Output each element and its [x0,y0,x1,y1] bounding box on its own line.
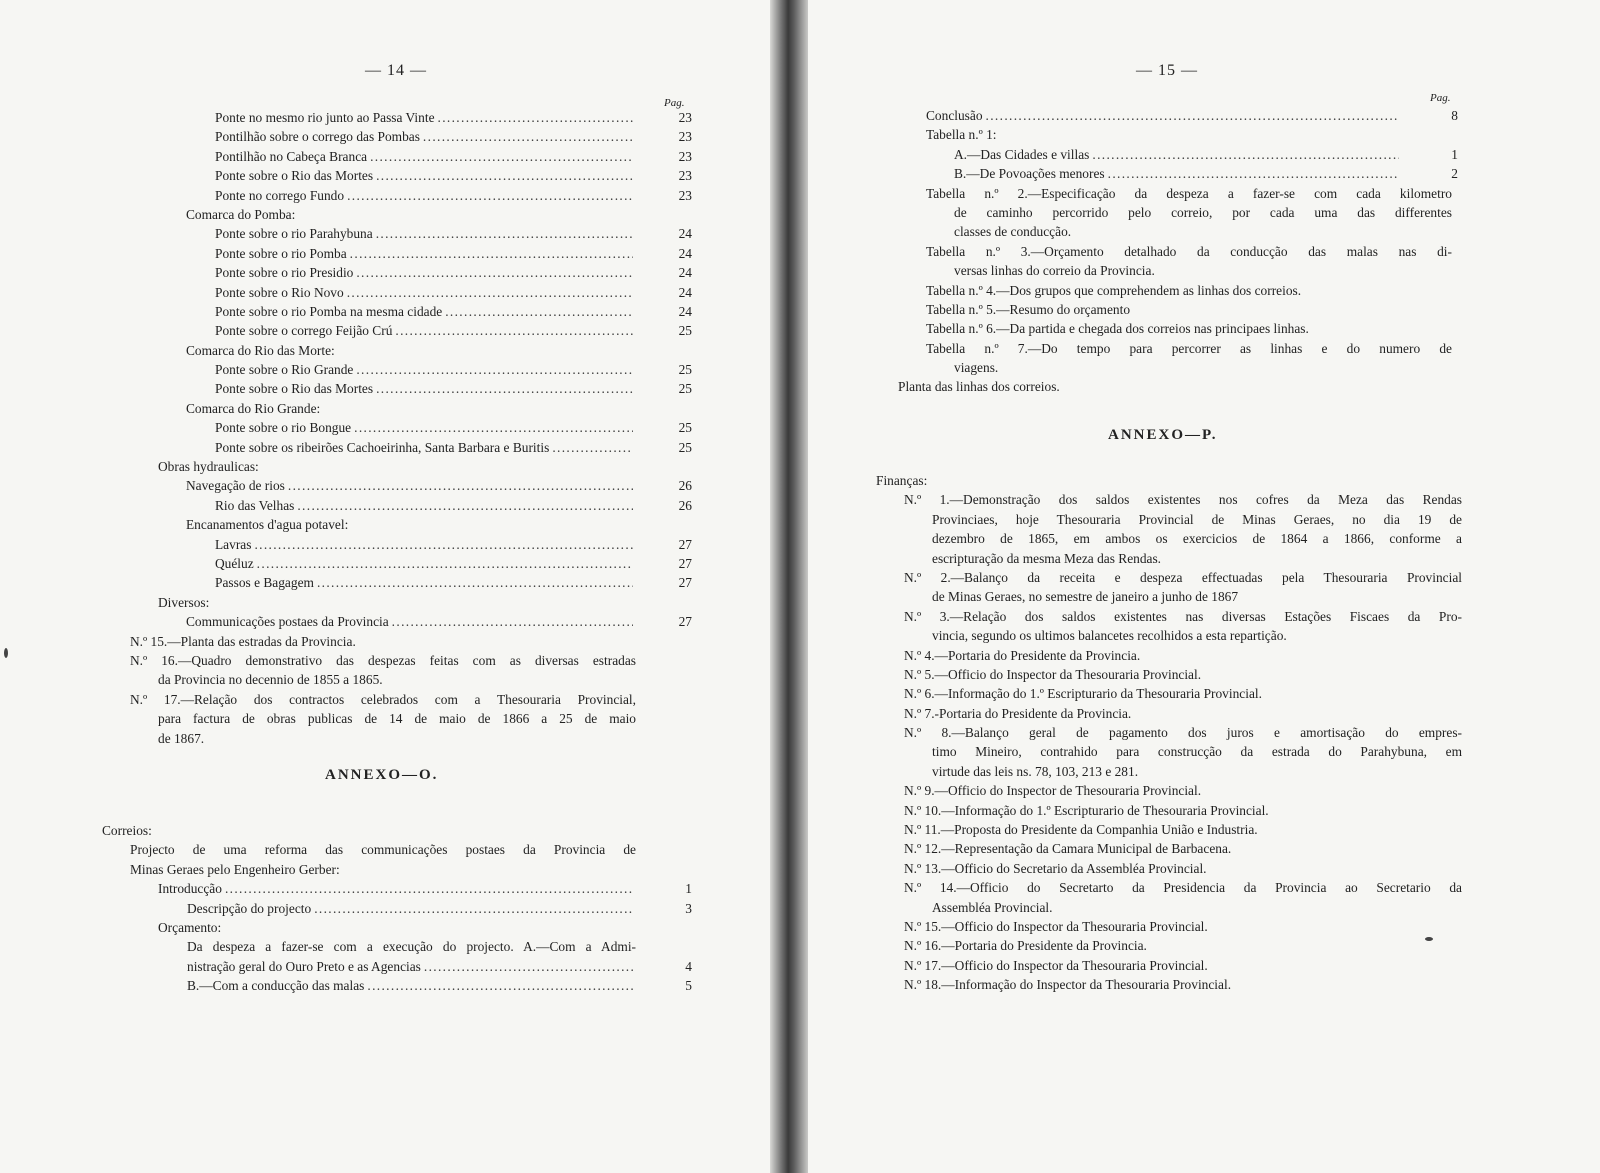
toc-entry [130,690,692,709]
toc-entry [130,476,692,495]
toc-entry [898,281,1458,300]
dot-leader [225,879,633,898]
entry-title: Ponte sobre o rio Bongue [215,420,352,436]
entry-title: N.º 1.—Demonstração dos saldos existentes nos cofres da Meza das Rendas [904,492,1462,508]
entry-page-number: 23 [678,148,692,164]
toc-entry [876,704,1468,723]
entry-page-number: 1 [1451,146,1458,162]
entry-page-number: 24 [678,245,692,261]
entry-title: Projecto de uma reforma das communicações postaes da Provincia de [130,842,636,858]
toc-entry [130,593,692,612]
entry-title: para factura de obras publicas de 14 de maio de 1866 a 25 de maio [158,711,636,727]
toc-entry [130,438,692,457]
dot-leader [288,476,633,495]
dot-leader [317,573,633,592]
annex-heading: ANNEXO—P. [1108,427,1218,443]
entry-page-number: 23 [678,129,692,145]
toc-entry [876,510,1468,529]
entry-title: Ponte no mesmo rio junto ao Passa Vinte [215,110,435,125]
toc-entry [898,203,1458,222]
toc-entry [102,937,692,956]
entry-page-number: 25 [678,381,692,397]
entry-page-number: 26 [678,478,692,494]
toc-entry [130,108,692,127]
pag-column-label: Pag. [664,97,685,109]
dot-leader [376,224,633,243]
entry-title: N.º 12.—Representação da Camara Municipal de Barbacena. [904,841,1232,857]
entry-page-number: 4 [685,958,692,974]
toc-entry [102,899,692,918]
entry-title: Comarca do Rio Grande: [186,400,321,416]
toc-entry [876,975,1468,994]
right-page [808,0,1600,1173]
entry-title: Ponte sobre o Rio das Mortes [215,168,374,184]
dot-leader [347,283,633,302]
dot-leader [354,418,633,437]
entry-title: Tabella n.º 2.—Especificação da despeza a fazer-se com cada kilometro [926,185,1452,201]
entry-title: Obras hydraulicas: [158,459,259,475]
entry-title: virtude das leis ns. 78, 103, 213 e 281. [932,763,1139,779]
toc-entry [876,898,1468,917]
toc-entry [130,457,692,476]
entry-title: N.º 3.—Relação dos saldos existentes nas diversas Estações Fiscaes da Pro- [904,608,1462,624]
toc-entry [102,918,692,937]
toc-entry [876,936,1468,955]
entry-page-number: 26 [678,497,692,513]
entry-title: da Provincia no decennio de 1855 a 1865. [158,672,383,688]
entry-page-number: 25 [678,439,692,455]
entry-page-number: 27 [678,575,692,591]
entry-page-number: 5 [685,978,692,994]
entry-title: Tabella n.º 7.—Do tempo para percorrer as linhas e do numero de [926,340,1452,356]
entry-page-number: 25 [678,323,692,339]
toc-entry [130,186,692,205]
entry-page-number: 27 [678,536,692,552]
dot-leader [356,360,633,379]
toc-entry [130,302,692,321]
ink-speck [1425,937,1433,941]
page-number: — 15 — [1136,62,1198,79]
toc-entry [130,573,692,592]
entry-title: N.º 15.—Officio do Inspector da Thesouraria Provincial. [904,918,1208,934]
entry-title: Ponte sobre o rio Presidio [215,265,354,281]
toc-entry [876,878,1468,897]
entry-title: N.º 2.—Balanço da receita e despeza effectuadas pela Thesouraria Provincial [904,569,1462,585]
entry-title: Introducção [158,881,222,897]
toc-entry [876,956,1468,975]
entry-page-number: 23 [678,110,692,125]
entry-title: Diversos: [158,594,210,610]
toc-entry [102,976,692,995]
toc-entry [898,184,1458,203]
entry-title: timo Mineiro, contrahido para construcção da estrada do Parahybuna, em [932,744,1462,760]
toc-entry [130,670,692,689]
entry-title: N.º 17.—Officio do Inspector da Thesouraria Provincial. [904,957,1208,973]
toc-entry [876,742,1468,761]
entry-title: Quéluz [215,555,254,571]
entry-title: Tabella n.º 6.—Da partida e chegada dos correios nas principaes linhas. [926,321,1309,337]
toc-entry [876,859,1468,878]
dot-leader [370,147,633,166]
entry-title: N.º 9.—Officio do Inspector de Thesouraria Provincial. [904,783,1202,799]
entry-title: Tabella n.º 1: [926,127,997,143]
toc-list [130,108,692,748]
entry-title: de Minas Geraes, no semestre de janeiro a junho de 1867 [932,589,1239,605]
annex-toc-list [876,471,1468,995]
entry-title: N.º 14.—Officio do Secretarto da Presidencia da Provincia ao Secretario da [904,880,1462,896]
entry-title: N.º 13.—Officio do Secretario da Assembléa Provincial. [904,860,1207,876]
entry-title: Tabella n.º 5.—Resumo do orçamento [926,301,1131,317]
dot-leader [395,321,633,340]
entry-title: Ponte sobre o rio Pomba na mesma cidade [215,303,443,319]
toc-entry [130,496,692,515]
entry-title: Lavras [215,536,252,552]
toc-entry [130,166,692,185]
entry-title: N.º 16.—Quadro demonstrativo das despezas feitas com as diversas estradas [130,652,636,668]
dot-leader [297,496,633,515]
entry-page-number: 3 [685,900,692,916]
toc-entry [898,319,1458,338]
dot-leader [1108,164,1399,183]
entry-title: N.º 15.—Planta das estradas da Provincia. [130,633,356,649]
dot-leader [367,976,633,995]
dot-leader [314,899,633,918]
toc-entry [898,377,1458,396]
dot-leader [254,535,633,554]
dot-leader [423,127,633,146]
toc-entry [898,125,1458,144]
entry-title: Ponte sobre o Rio das Mortes [215,381,374,397]
entry-page-number: 24 [678,265,692,281]
toc-entry [876,626,1468,645]
entry-title: Correios: [102,823,152,838]
toc-entry [898,358,1458,377]
entry-title: Pontilhão no Cabeça Branca [215,148,368,164]
entry-title: Conclusão [926,108,983,123]
entry-title: Passos e Bagagem [215,575,314,591]
toc-entry [130,147,692,166]
entry-title: Orçamento: [158,919,222,935]
toc-entry [876,917,1468,936]
entry-title: Comarca do Rio das Morte: [186,342,335,358]
entry-title: Tabella n.º 4.—Dos grupos que comprehendem as linhas dos correios. [926,282,1302,298]
toc-entry [898,164,1458,183]
entry-page-number: 23 [678,168,692,184]
entry-title: escripturação da mesma Meza das Rendas. [932,550,1162,566]
entry-title: Communicações postaes da Provincia [186,614,389,630]
toc-entry [876,471,1468,490]
entry-title: Encanamentos d'agua potavel: [186,517,349,533]
dot-leader [445,302,633,321]
entry-title: N.º 16.—Portaria do Presidente da Provincia. [904,938,1147,954]
entry-title: Ponte sobre o Rio Novo [215,284,344,300]
entry-page-number: 24 [678,226,692,242]
entry-page-number: 25 [678,362,692,378]
toc-entry [102,860,692,879]
entry-title: Ponte sobre o rio Pomba [215,245,347,261]
toc-entry [898,106,1458,125]
entry-title: vincia, segundo os ultimos balancetes recolhidos a esta repartição. [932,628,1287,644]
toc-entry [898,300,1458,319]
toc-entry [130,535,692,554]
entry-page-number: 24 [678,284,692,300]
toc-entry [876,839,1468,858]
dot-leader [257,554,633,573]
entry-title: N.º 18.—Informação do Inspector da Thesouraria Provincial. [904,977,1232,993]
toc-entry [130,263,692,282]
toc-list [898,106,1458,397]
entry-title: N.º 11.—Proposta do Presidente da Companhia União e Industria. [904,822,1258,838]
dot-leader [392,612,633,631]
entry-title: classes de conducção. [954,224,1072,240]
left-page [0,0,770,1173]
entry-title: B.—Com a conducção das malas [187,978,365,994]
toc-entry [102,879,692,898]
entry-title: Da despeza a fazer-se com a execução do projecto. A.—Com a Admi- [187,939,636,955]
entry-title: N.º 4.—Portaria do Presidente da Provincia. [904,647,1141,663]
page-number: — 14 — [365,62,427,79]
toc-entry [876,781,1468,800]
entry-page-number: 27 [678,555,692,571]
dot-leader [986,106,1399,125]
entry-title: Tabella n.º 3.—Orçamento detalhado da conducção das malas nas di- [926,243,1452,259]
toc-entry [130,632,692,651]
toc-entry [130,399,692,418]
entry-title: Ponte sobre o Rio Grande [215,362,354,378]
toc-entry [898,261,1458,280]
dot-leader [424,957,633,976]
entry-title: N.º 6.—Informação do 1.º Escripturario da Thesouraria Provincial. [904,686,1262,702]
toc-entry [130,709,692,728]
dot-leader [347,186,633,205]
toc-entry [130,205,692,224]
toc-entry [876,762,1468,781]
entry-title: viagens. [954,360,999,376]
dot-leader [1092,145,1399,164]
entry-title: Descripção do projecto [187,900,312,916]
toc-entry [130,127,692,146]
toc-entry [130,612,692,631]
toc-entry [876,801,1468,820]
dot-leader [376,379,633,398]
dot-leader [376,166,633,185]
dot-leader [350,244,633,263]
entry-title: Assembléa Provincial. [932,899,1053,915]
toc-entry [876,820,1468,839]
toc-entry [876,490,1468,509]
entry-title: N.º 5.—Officio do Inspector da Thesouraria Provincial. [904,666,1202,682]
ink-speck [4,648,8,658]
toc-entry [130,418,692,437]
entry-title: N.º 17.—Relação dos contractos celebrados com a Thesouraria Provincial, [130,691,636,707]
entry-page-number: 1 [685,881,692,897]
entry-page-number: 2 [1451,166,1458,182]
entry-title: B.—De Povoações menores [954,166,1105,182]
annex-heading: ANNEXO—O. [325,767,439,783]
entry-title: Ponte sobre os ribeirões Cachoeirinha, Santa Barbara e Buritis [215,439,550,455]
toc-entry [102,840,692,859]
entry-title: de caminho percorrido pelo correio, por cada uma das differentes [954,204,1452,220]
toc-entry [898,339,1458,358]
entry-title: N.º 10.—Informação do 1.º Escripturario de Thesouraria Provincial. [904,802,1269,818]
entry-page-number: 27 [678,614,692,630]
toc-entry [130,321,692,340]
toc-entry [130,729,692,748]
dot-leader [438,108,633,127]
toc-entry [130,379,692,398]
toc-entry [130,244,692,263]
entry-title: versas linhas do correio da Provincia. [954,263,1155,279]
annex-toc-list [102,821,692,996]
entry-title: nistração geral do Ouro Preto e as Agencias [187,958,421,974]
toc-entry [876,646,1468,665]
toc-entry [130,515,692,534]
book-spine [770,0,808,1173]
entry-title: Ponte no corrego Fundo [215,187,345,203]
entry-page-number: 23 [678,187,692,203]
toc-entry [130,360,692,379]
toc-entry [876,607,1468,626]
toc-entry [102,957,692,976]
toc-entry [876,665,1468,684]
toc-entry [898,222,1458,241]
toc-entry [898,145,1458,164]
toc-entry [130,651,692,670]
dot-leader [552,438,633,457]
toc-entry [130,341,692,360]
toc-entry [876,587,1468,606]
entry-title: Ponte sobre o corrego Feijão Crú [215,323,393,339]
toc-entry [130,224,692,243]
entry-page-number: 25 [678,420,692,436]
entry-title: Ponte sobre o rio Parahybuna [215,226,373,242]
entry-title: N.º 8.—Balanço geral de pagamento dos juros e amortisação do empres- [904,725,1462,741]
toc-entry [130,283,692,302]
entry-title: Rio das Velhas [215,497,295,513]
entry-title: A.—Das Cidades e villas [954,146,1090,162]
toc-entry [876,549,1468,568]
toc-entry [876,568,1468,587]
toc-entry [876,723,1468,742]
entry-page-number: 24 [678,303,692,319]
entry-title: de 1867. [158,730,205,746]
entry-title: Comarca do Pomba: [186,206,296,222]
entry-title: N.º 7.-Portaria do Presidente da Provincia. [904,705,1132,721]
toc-entry [876,684,1468,703]
entry-title: dezembro de 1865, em ambos os exercicios de 1864 a 1866, conforme a [932,531,1462,547]
entry-title: Pontilhão sobre o corrego das Pombas [215,129,420,145]
entry-page-number: 8 [1451,108,1458,123]
entry-title: Minas Geraes pelo Engenheiro Gerber: [130,861,340,877]
pag-column-label: Pag. [1430,92,1451,104]
toc-entry [876,529,1468,548]
toc-entry [102,821,692,840]
entry-title: Provinciaes, hoje Thesouraria Provincial de Minas Geraes, no dia 19 de [932,511,1462,527]
entry-title: Planta das linhas dos correios. [898,379,1060,395]
toc-entry [898,242,1458,261]
entry-title: Navegação de rios [186,478,285,494]
toc-entry [130,554,692,573]
dot-leader [356,263,633,282]
entry-title: Finanças: [876,473,928,488]
